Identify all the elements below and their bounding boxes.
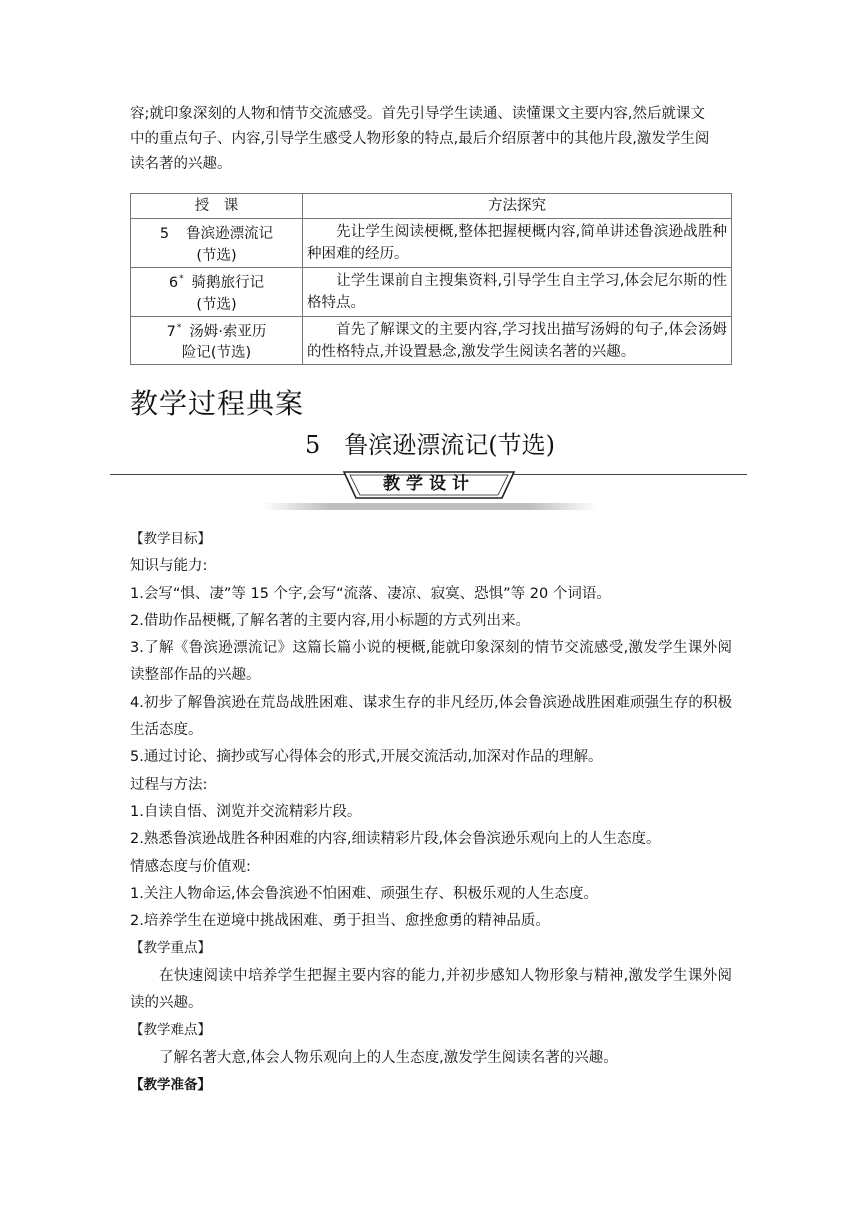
intro-line: 读名著的兴趣。 — [130, 156, 232, 172]
lesson-heading-title: 鲁滨逊漂流记(节选) — [344, 431, 555, 459]
process-label: 过程与方法: — [130, 776, 208, 793]
difficulty-text: 了解名著大意,体会人物乐观向上的人生态度,激发学生阅读名著的兴趣。 — [159, 1049, 618, 1066]
key-text: 在快速阅读中培养学生把握主要内容的能力,并初步感知人物形象与精神,激发学生课外阅读的兴趣。 — [130, 967, 732, 1012]
knowledge-item: 4.初步了解鲁滨逊在荒岛战胜困难、谋求生存的非凡经历,体会鲁滨逊战胜困难顽强生存的积极生活态度。 — [130, 694, 732, 739]
emotion-label: 情感态度与价值观: — [130, 858, 251, 875]
key-heading: 【教学重点】 — [130, 940, 211, 957]
method-text: 先让学生阅读梗概,整体把握梗概内容,简单讲述鲁滨逊战胜种种困难的经历。 — [307, 223, 727, 262]
banner-label: 教学设计 — [383, 474, 475, 494]
header-methods: 方法探究 — [303, 194, 732, 219]
emotion-item: 2.培养学生在逆境中挑战困难、勇于担当、愈挫愈勇的精神品质。 — [130, 913, 550, 930]
section-title: 教学过程典案 — [130, 387, 305, 420]
knowledge-item: 5.通过讨论、摘抄或写心得体会的形式,开展交流活动,加深对作品的理解。 — [130, 749, 603, 766]
lesson-subtitle: (节选) — [196, 247, 237, 264]
lesson-mark: * — [176, 322, 182, 333]
lesson-heading-number: 5 — [304, 431, 321, 459]
lesson-cell — [131, 267, 303, 316]
banner-shadow — [262, 503, 597, 510]
lesson-number: 6 — [168, 274, 179, 291]
lesson-heading — [0, 428, 860, 462]
header-lessons: 授 课 — [131, 194, 303, 219]
lesson-subtitle: (节选) — [196, 296, 237, 313]
lesson-title: 汤姆·索亚历 — [189, 323, 267, 340]
lesson-cell — [131, 316, 303, 365]
knowledge-item: 2.借助作品梗概,了解名著的主要内容,用小标题的方式列出来。 — [130, 612, 531, 629]
table-row — [131, 267, 732, 316]
lesson-number: 5 — [159, 225, 170, 242]
method-text: 让学生课前自主搜集资料,引导学生自主学习,体会尼尔斯的性格特点。 — [307, 272, 727, 311]
knowledge-item: 3.了解《鲁滨逊漂流记》这篇长篇小说的梗概,能就印象深刻的情节交流感受,激发学生课外阅读整部作品的兴趣。 — [130, 640, 732, 684]
table-row — [131, 316, 732, 365]
lesson-mark: * — [179, 273, 184, 284]
lesson-number: 7 — [166, 323, 176, 340]
difficulty-heading: 【教学难点】 — [130, 1022, 211, 1039]
knowledge-label: 知识与能力: — [130, 558, 208, 575]
goal-heading: 【教学目标】 — [130, 531, 211, 547]
method-text: 首先了解课文的主要内容,学习找出描写汤姆的句子,体会汤姆的性格特点,并设置悬念,激发学生阅读名著的兴趣。 — [307, 321, 727, 360]
teaching-design-body — [130, 526, 732, 1099]
method-cell — [303, 316, 732, 365]
intro-paragraph — [130, 102, 732, 177]
lesson-plan-table — [130, 193, 732, 365]
method-cell — [303, 267, 732, 316]
intro-line: 容;就印象深刻的人物和情节交流感受。首先引导学生读通、读懂课文主要内容,然后就课文 — [130, 106, 705, 122]
emotion-item: 1.关注人物命运,体会鲁滨逊不怕困难、顽强生存、积极乐观的人生态度。 — [130, 885, 598, 902]
method-cell — [303, 219, 732, 268]
lesson-cell — [131, 219, 303, 268]
lesson-title: 鲁滨逊漂流记 — [186, 225, 274, 242]
lesson-title: 骑鹅旅行记 — [191, 274, 265, 291]
prep-heading: 【教学准备】 — [130, 1076, 211, 1093]
process-item: 1.自读自悟、浏览并交流精彩片段。 — [130, 803, 362, 820]
knowledge-item: 1.会写“惧、凄”等 15 个字,会写“流落、凄凉、寂寞、恐惧”等 20 个词语。 — [130, 585, 611, 602]
lesson-subtitle: 险记(节选) — [181, 345, 252, 362]
process-item: 2.熟悉鲁滨逊战胜各种困难的内容,细读精彩片段,体会鲁滨逊乐观向上的人生态度。 — [130, 831, 661, 848]
intro-line: 中的重点句子、内容,引导学生感受人物形象的特点,最后介绍原著中的其他片段,激发学生阅 — [130, 131, 710, 147]
table-row — [131, 219, 732, 268]
table-header-row — [131, 194, 732, 219]
